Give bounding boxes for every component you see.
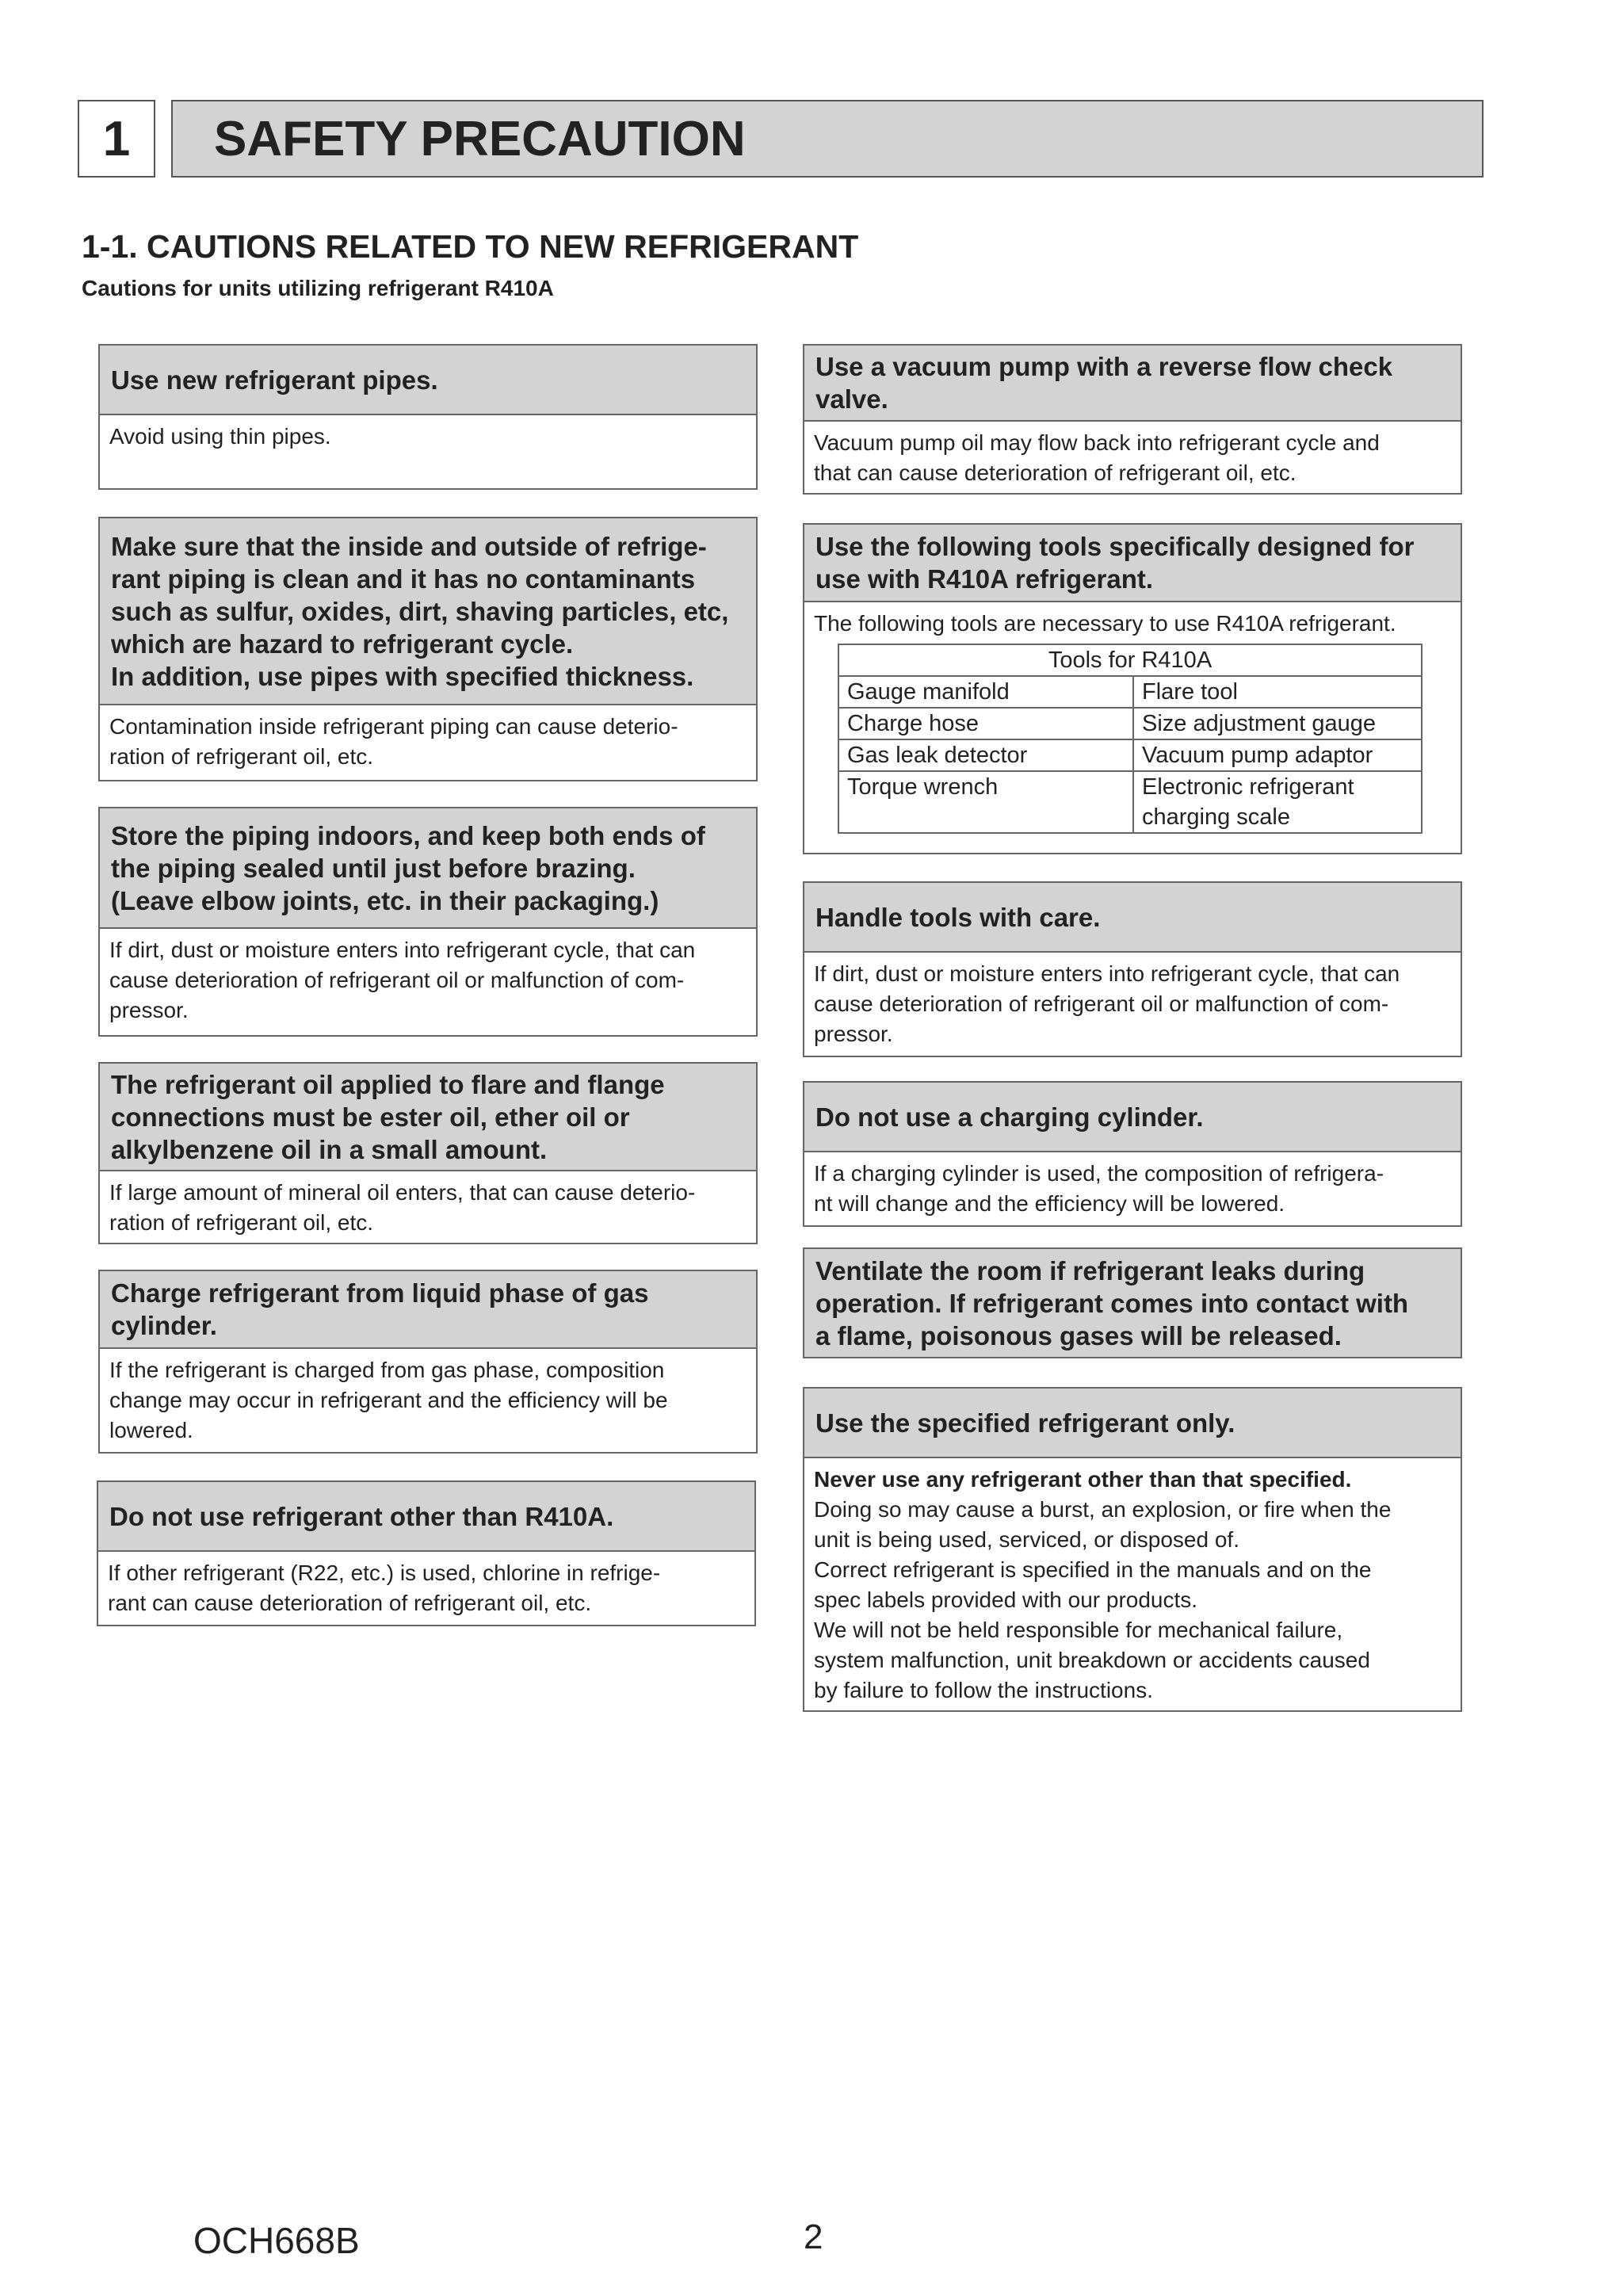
page-number: 2: [804, 2218, 823, 2256]
caution-text: Vacuum pump oil may flow back into refrigerant cycle and that can cause deterioration of refrigerant oil, etc.: [814, 430, 1380, 485]
caution-r410a-only: [97, 1480, 756, 1626]
caution-text: Doing so may cause a burst, an explosion, or fire when the unit is being used, serviced, or disposed of. Correct refrigerant is specified in the manuals and on the spec labels provided with our products. We will not be held responsible for mechanical failure, system malfunction, unit breakdown or accidents caused by failure to follow the instructions.: [814, 1497, 1392, 1702]
caution-text: If dirt, dust or moisture enters into refrigerant cycle, that can cause deterioration of refrigerant oil or malfunction of com- pressor.: [109, 938, 696, 1022]
tools-table-cell: Gas leak detector: [838, 739, 1133, 771]
caution-heading: Do not use a charging cylinder.: [804, 1083, 1461, 1152]
caution-handle-tools: [803, 881, 1462, 1057]
caution-liquid-phase: [98, 1270, 758, 1454]
caution-heading: Store the piping indoors, and keep both ends of the piping sealed until just before brazing. (Leave elbow joints, etc. in their packaging.): [100, 808, 756, 929]
tools-table: [838, 644, 1423, 834]
caution-heading: Charge refrigerant from liquid phase of gas cylinder.: [100, 1271, 756, 1349]
tools-table-cell: Size adjustment gauge: [1133, 708, 1422, 739]
caution-refrigerant-oil: [98, 1062, 758, 1244]
caution-heading: Use new refrigerant pipes.: [100, 346, 756, 415]
chapter-title: SAFETY PRECAUTION: [171, 100, 1484, 178]
caution-text: If a charging cylinder is used, the composition of refrigera- nt will change and the efficiency will be lowered.: [814, 1161, 1384, 1216]
tools-table-cell: Flare tool: [1133, 676, 1422, 708]
caution-text: Contamination inside refrigerant piping can cause deterio- ration of refrigerant oil, etc.: [109, 714, 678, 769]
caution-text: If dirt, dust or moisture enters into refrigerant cycle, that can cause deterioration of refrigerant oil or malfunction of com- pressor.: [814, 961, 1400, 1046]
tools-table-cell: Charge hose: [838, 708, 1133, 739]
caution-text: Avoid using thin pipes.: [109, 424, 331, 449]
tools-table-caption: Tools for R410A: [838, 644, 1422, 676]
caution-clean-piping: [98, 517, 758, 781]
caution-r410a-tools: [803, 523, 1462, 854]
caution-heading: Handle tools with care.: [804, 883, 1461, 953]
chapter-number: 1: [78, 100, 155, 178]
caution-heading: Ventilate the room if refrigerant leaks during operation. If refrigerant comes into contact with a flame, poisonous gases will be released.: [804, 1249, 1461, 1357]
tools-table-cell: Gauge manifold: [838, 676, 1133, 708]
caution-text: The following tools are necessary to use R410A refrigerant.: [814, 611, 1396, 636]
caution-specified-refrigerant: [803, 1387, 1462, 1712]
caution-new-pipes: [98, 344, 758, 490]
document-code: OCH668B: [193, 2220, 360, 2261]
caution-text: If the refrigerant is charged from gas phase, composition change may occur in refrigerant and the efficiency will be lowered.: [109, 1358, 668, 1442]
section-title: 1-1. CAUTIONS RELATED TO NEW REFRIGERANT: [82, 228, 859, 265]
caution-store-piping: [98, 807, 758, 1037]
caution-heading: Do not use refrigerant other than R410A.: [98, 1482, 754, 1552]
tools-table-cell: Torque wrench: [838, 771, 1133, 833]
caution-heading: Make sure that the inside and outside of refrige- rant piping is clean and it has no contaminants such as sulfur, oxides, dirt, shaving particles, etc, which are hazard to refrigerant cycle. In addition, use pipes with specified thickness.: [100, 518, 756, 705]
caution-heading: Use the specified refrigerant only.: [804, 1389, 1461, 1458]
tools-table-cell: Electronic refrigerant charging scale: [1133, 771, 1422, 833]
tools-table-cell: Vacuum pump adaptor: [1133, 739, 1422, 771]
section-subtitle: Cautions for units utilizing refrigerant R410A: [82, 276, 554, 300]
caution-text: If other refrigerant (R22, etc.) is used, chlorine in refrige- rant can cause deterioration of refrigerant oil, etc.: [108, 1561, 661, 1615]
caution-vacuum-pump: [803, 344, 1462, 495]
caution-heading: Use the following tools specifically designed for use with R410A refrigerant.: [804, 525, 1461, 602]
caution-warning-text: Never use any refrigerant other than that specified.: [814, 1467, 1352, 1492]
caution-charging-cylinder: [803, 1081, 1462, 1227]
caution-ventilate-room: [803, 1247, 1462, 1358]
caution-text: If large amount of mineral oil enters, that can cause deterio- ration of refrigerant oil, etc.: [109, 1180, 696, 1235]
caution-heading: The refrigerant oil applied to flare and flange connections must be ester oil, ether oil or alkylbenzene oil in a small amount.: [100, 1064, 756, 1171]
caution-heading: Use a vacuum pump with a reverse flow check valve.: [804, 346, 1461, 422]
